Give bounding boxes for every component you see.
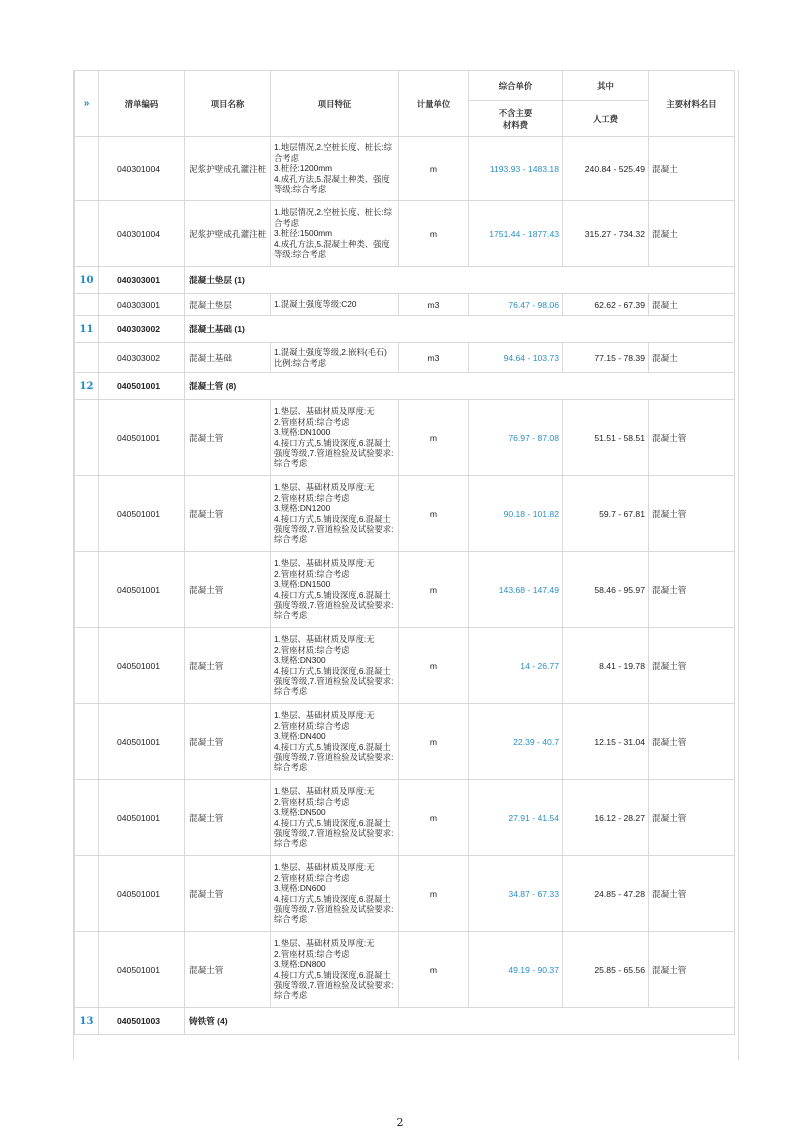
item-name: 混凝土管 [185, 552, 271, 628]
item-labor-range: 62.62 - 67.39 [563, 294, 649, 316]
item-labor-range: 77.15 - 78.39 [563, 343, 649, 373]
item-name: 混凝土管 [185, 704, 271, 780]
col-header-among: 其中 [563, 71, 649, 101]
item-code: 040501001 [99, 628, 185, 704]
right-border-line [738, 70, 739, 1060]
row-spacer [75, 780, 99, 856]
row-spacer [75, 294, 99, 316]
table-row [75, 780, 735, 856]
item-feature: 1.垫层、基础材质及厚度:无 2.管座材质:综合考虑 3.规格:DN600 4.接口方式,5.铺设深度,6.混凝土 强度等级,7.管道检验及试验要求: 综合考虑 [271, 856, 399, 932]
row-spacer [75, 201, 99, 267]
group-number: 13 [75, 1008, 99, 1035]
item-price-range[interactable]: 14 - 26.77 [469, 628, 563, 704]
group-row[interactable] [75, 316, 735, 343]
item-material: 混凝土管 [649, 932, 735, 1008]
item-unit: m3 [399, 343, 469, 373]
item-price-range[interactable]: 1193.93 - 1483.18 [469, 137, 563, 201]
item-feature: 1.垫层、基础材质及厚度:无 2.管座材质:综合考虑 3.规格:DN300 4.接口方式,5.铺设深度,6.混凝土 强度等级,7.管道检验及试验要求: 综合考虑 [271, 628, 399, 704]
item-labor-range: 12.15 - 31.04 [563, 704, 649, 780]
item-unit: m [399, 137, 469, 201]
row-spacer [75, 476, 99, 552]
group-row[interactable] [75, 1008, 735, 1035]
table-body [75, 137, 735, 1035]
group-title: 混凝土基础 (1) [185, 316, 735, 343]
row-spacer [75, 932, 99, 1008]
item-material: 混凝土管 [649, 628, 735, 704]
item-material: 混凝土管 [649, 400, 735, 476]
item-name: 泥浆护壁成孔灌注桩 [185, 201, 271, 267]
item-feature: 1.垫层、基础材质及厚度:无 2.管座材质:综合考虑 3.规格:DN1500 4.接口方式,5.铺设深度,6.混凝土 强度等级,7.管道检验及试验要求: 综合考虑 [271, 552, 399, 628]
table-row [75, 932, 735, 1008]
row-spacer [75, 704, 99, 780]
item-unit: m [399, 780, 469, 856]
group-title: 混凝土垫层 (1) [185, 267, 735, 294]
table-row [75, 628, 735, 704]
price-list-page [74, 70, 738, 1035]
col-header-unit: 计量单位 [399, 71, 469, 137]
item-labor-range: 59.7 - 67.81 [563, 476, 649, 552]
row-spacer [75, 137, 99, 201]
page-number: 2 [396, 1116, 404, 1129]
col-header-name: 项目名称 [185, 71, 271, 137]
item-material: 混凝土管 [649, 704, 735, 780]
item-feature: 1.垫层、基础材质及厚度:无 2.管座材质:综合考虑 3.规格:DN800 4.接口方式,5.铺设深度,6.混凝土 强度等级,7.管道检验及试验要求: 综合考虑 [271, 932, 399, 1008]
item-price-range[interactable]: 1751.44 - 1877.43 [469, 201, 563, 267]
item-code: 040501001 [99, 552, 185, 628]
double-chevron-down-icon[interactable]: » [75, 71, 99, 137]
item-labor-range: 315.27 - 734.32 [563, 201, 649, 267]
group-row[interactable] [75, 373, 735, 400]
item-name: 混凝土垫层 [185, 294, 271, 316]
table-row [75, 476, 735, 552]
group-code: 040303002 [99, 316, 185, 343]
item-code: 040501001 [99, 856, 185, 932]
item-labor-range: 51.51 - 58.51 [563, 400, 649, 476]
group-code: 040501003 [99, 1008, 185, 1035]
item-material: 混凝土管 [649, 780, 735, 856]
item-name: 混凝土管 [185, 932, 271, 1008]
item-code: 040501001 [99, 932, 185, 1008]
col-header-labor: 人工费 [563, 101, 649, 137]
item-feature: 1.地层情况,2.空桩长度、桩长:综 合考虑 3.桩径:1200mm 4.成孔方法,5.混凝土种类、强度 等级:综合考虑 [271, 137, 399, 201]
item-code: 040501001 [99, 704, 185, 780]
item-code: 040303001 [99, 294, 185, 316]
item-labor-range: 16.12 - 28.27 [563, 780, 649, 856]
group-title: 铸铁管 (4) [185, 1008, 735, 1035]
table-row [75, 400, 735, 476]
table-row [75, 704, 735, 780]
row-spacer [75, 628, 99, 704]
table-row [75, 201, 735, 267]
item-price-range[interactable]: 76.97 - 87.08 [469, 400, 563, 476]
row-spacer [75, 552, 99, 628]
col-header-code: 清单编码 [99, 71, 185, 137]
col-header-combined-price: 综合单价 [469, 71, 563, 101]
item-feature: 1.垫层、基础材质及厚度:无 2.管座材质:综合考虑 3.规格:DN1000 4.接口方式,5.铺设深度,6.混凝土 强度等级,7.管道检验及试验要求: 综合考虑 [271, 400, 399, 476]
item-labor-range: 24.85 - 47.28 [563, 856, 649, 932]
row-spacer [75, 856, 99, 932]
item-labor-range: 240.84 - 525.49 [563, 137, 649, 201]
item-code: 040301004 [99, 137, 185, 201]
item-feature: 1.垫层、基础材质及厚度:无 2.管座材质:综合考虑 3.规格:DN500 4.接口方式,5.铺设深度,6.混凝土 强度等级,7.管道检验及试验要求: 综合考虑 [271, 780, 399, 856]
table-row [75, 856, 735, 932]
item-material: 混凝土管 [649, 856, 735, 932]
item-material: 混凝土管 [649, 552, 735, 628]
row-spacer [75, 400, 99, 476]
table-row [75, 343, 735, 373]
item-material: 混凝土 [649, 343, 735, 373]
group-number: 12 [75, 373, 99, 400]
item-price-range[interactable]: 94.64 - 103.73 [469, 343, 563, 373]
group-number: 11 [75, 316, 99, 343]
item-name: 混凝土管 [185, 400, 271, 476]
item-price-range[interactable]: 90.18 - 101.82 [469, 476, 563, 552]
item-code: 040301004 [99, 201, 185, 267]
group-code: 040303001 [99, 267, 185, 294]
item-material: 混凝土 [649, 201, 735, 267]
item-code: 040501001 [99, 476, 185, 552]
item-unit: m [399, 552, 469, 628]
item-code: 040501001 [99, 780, 185, 856]
item-unit: m [399, 628, 469, 704]
item-labor-range: 25.85 - 65.56 [563, 932, 649, 1008]
item-unit: m3 [399, 294, 469, 316]
item-unit: m [399, 932, 469, 1008]
item-unit: m [399, 704, 469, 780]
item-feature: 1.混凝土强度等级,2.嵌料(毛石) 比例:综合考虑 [271, 343, 399, 373]
group-number: 10 [75, 267, 99, 294]
item-feature: 1.地层情况,2.空桩长度、桩长:综 合考虑 3.桩径:1500mm 4.成孔方法,5.混凝土种类、强度 等级:综合考虑 [271, 201, 399, 267]
item-code: 040303002 [99, 343, 185, 373]
col-header-feature: 项目特征 [271, 71, 399, 137]
item-price-range[interactable]: 22.39 - 40.7 [469, 704, 563, 780]
item-labor-range: 8.41 - 19.78 [563, 628, 649, 704]
item-unit: m [399, 476, 469, 552]
group-title: 混凝土管 (8) [185, 373, 735, 400]
item-price-range[interactable]: 49.19 - 90.37 [469, 932, 563, 1008]
table-row [75, 294, 735, 316]
item-name: 混凝土管 [185, 780, 271, 856]
item-unit: m [399, 856, 469, 932]
group-row[interactable] [75, 267, 735, 294]
item-feature: 1.垫层、基础材质及厚度:无 2.管座材质:综合考虑 3.规格:DN1200 4.接口方式,5.铺设深度,6.混凝土 强度等级,7.管道检验及试验要求: 综合考虑 [271, 476, 399, 552]
row-spacer [75, 343, 99, 373]
item-unit: m [399, 400, 469, 476]
item-feature: 1.垫层、基础材质及厚度:无 2.管座材质:综合考虑 3.规格:DN400 4.接口方式,5.铺设深度,6.混凝土 强度等级,7.管道检验及试验要求: 综合考虑 [271, 704, 399, 780]
item-price-range[interactable]: 143.68 - 147.49 [469, 552, 563, 628]
item-name: 混凝土管 [185, 628, 271, 704]
item-labor-range: 58.46 - 95.97 [563, 552, 649, 628]
item-feature: 1.混凝土强度等级:C20 [271, 294, 399, 316]
price-list-table [74, 70, 735, 1035]
item-name: 泥浆护壁成孔灌注桩 [185, 137, 271, 201]
item-code: 040501001 [99, 400, 185, 476]
item-unit: m [399, 201, 469, 267]
item-material: 混凝土管 [649, 476, 735, 552]
table-row [75, 552, 735, 628]
item-material: 混凝土 [649, 137, 735, 201]
item-name: 混凝土基础 [185, 343, 271, 373]
item-material: 混凝土 [649, 294, 735, 316]
group-code: 040501001 [99, 373, 185, 400]
table-row [75, 137, 735, 201]
item-price-range[interactable]: 34.87 - 67.33 [469, 856, 563, 932]
col-header-material-name: 主要材料名目 [649, 71, 735, 137]
item-price-range[interactable]: 76.47 - 98.06 [469, 294, 563, 316]
item-name: 混凝土管 [185, 476, 271, 552]
col-header-excl-material: 不含主要 材料费 [469, 101, 563, 137]
item-name: 混凝土管 [185, 856, 271, 932]
item-price-range[interactable]: 27.91 - 41.54 [469, 780, 563, 856]
